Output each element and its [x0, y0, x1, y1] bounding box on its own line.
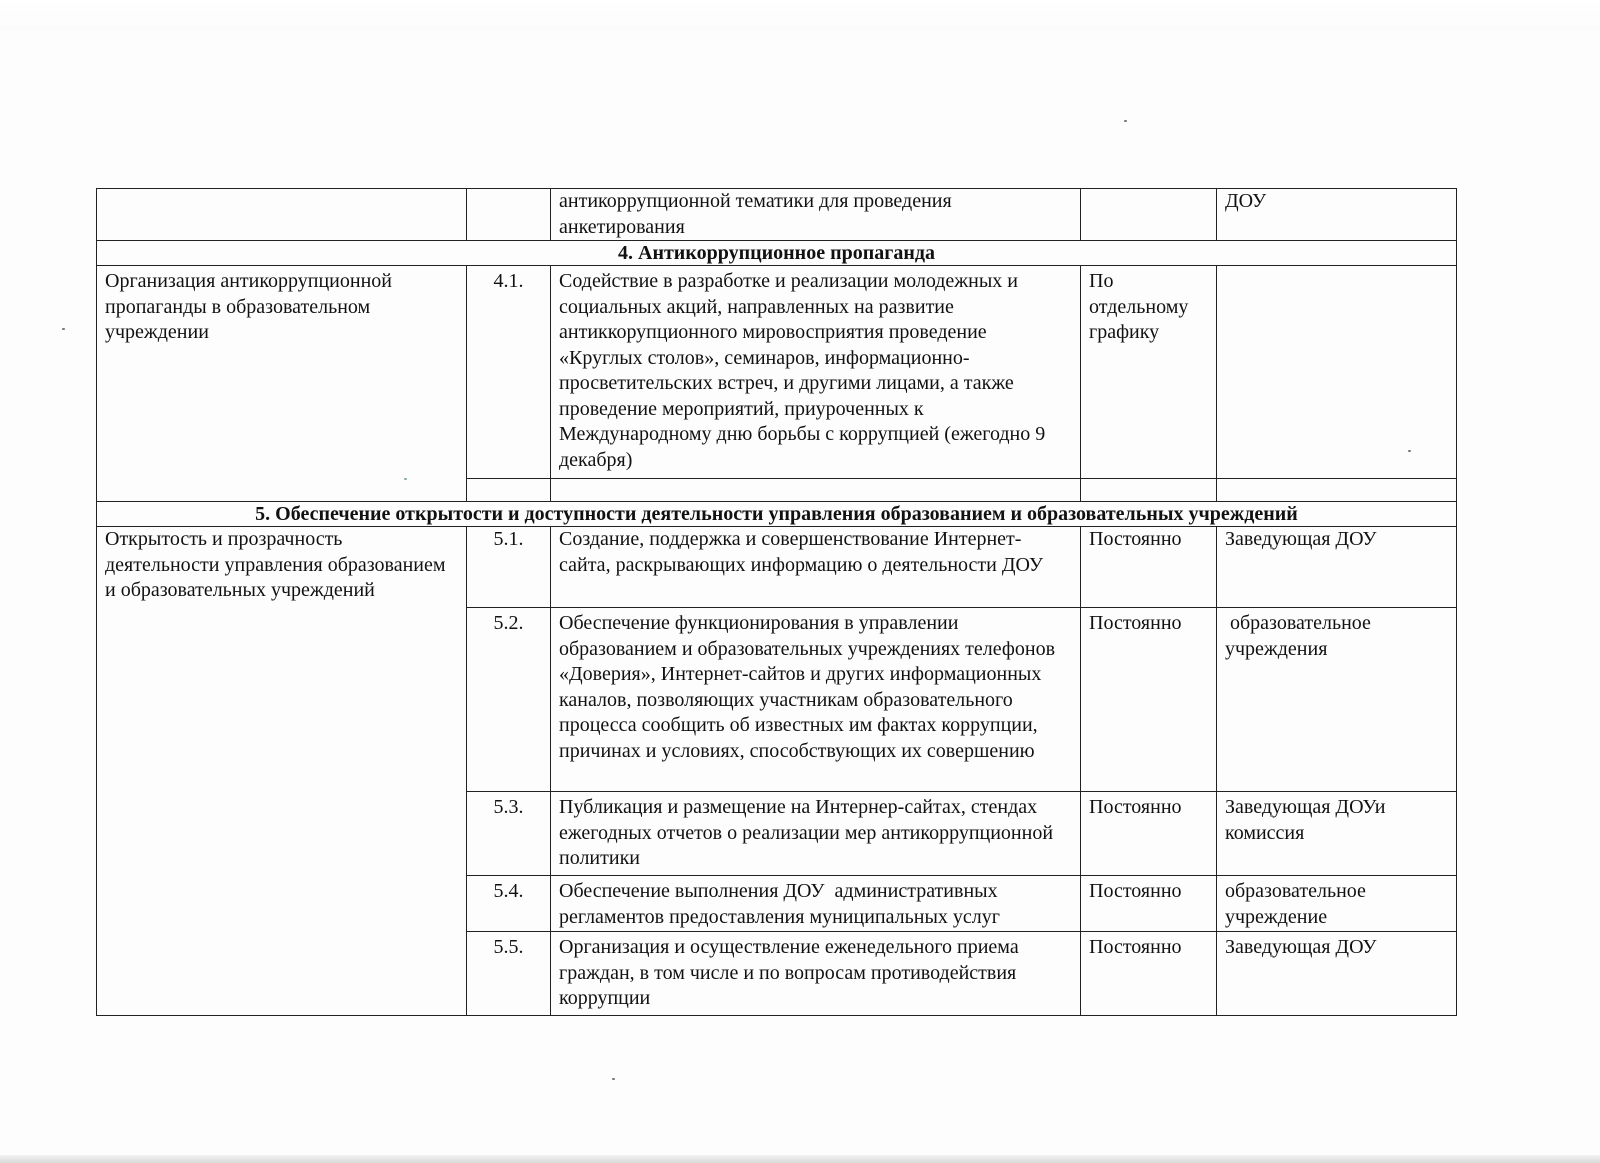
responsible-cell [1217, 479, 1457, 502]
table-row [97, 527, 1457, 608]
table-row [97, 266, 1457, 479]
section-5-title: 5. Обеспечение открытости и доступности деятельности управления образованием и образовательных учреждений [97, 502, 1457, 527]
activity-cell: Создание, поддержка и совершенствование Интернет-сайта, раскрывающих информацию о деятельности ДОУ [551, 527, 1081, 608]
number-cell: 5.4. [467, 876, 551, 932]
direction-cell: Организация антикоррупционной пропаганды в образовательном учреждении [97, 266, 467, 502]
activity-cell: Содействие в разработке и реализации молодежных и социальных акций, направленных на развитие антиккорупционного мировосприятия проведение «Круглых столов», семинаров, информационно-просветительских встреч, и другими лицами, а также проведение мероприятий, приуроченных к Международному дню борьбы с коррупцией (ежегодно 9 декабря) [551, 266, 1081, 479]
direction-cell [97, 189, 467, 241]
term-cell: Постоянно [1081, 527, 1217, 608]
number-cell: 5.3. [467, 792, 551, 876]
term-cell: Постоянно [1081, 792, 1217, 876]
anticorruption-plan-table [96, 188, 1457, 1016]
scan-bottom-edge [0, 1155, 1600, 1163]
responsible-cell: образовательное учреждения [1217, 608, 1457, 792]
activity-cell: Обеспечение функционирования в управлении образованием и образовательных учреждениях телефонов «Доверия», Интернет-сайтов и других информационных каналов, позволяющих участникам образовательного процесса сообщить об известных им фактах коррупции, причинах и условиях, способствующих их совершению [551, 608, 1081, 792]
section-4-title: 4. Антикоррупционное пропаганда [97, 241, 1457, 266]
activity-cell: Публикация и размещение на Интернер-сайтах, стендах ежегодных отчетов о реализации мер антикоррупционной политики [551, 792, 1081, 876]
activity-cell [551, 479, 1081, 502]
responsible-cell: Заведующая ДОУи комиссия [1217, 792, 1457, 876]
table-row [97, 189, 1457, 241]
term-cell: Постоянно [1081, 608, 1217, 792]
term-cell: Постоянно [1081, 876, 1217, 932]
activity-cell: Организация и осуществление еженедельного приема граждан, в том числе и по вопросам противодействия коррупции [551, 932, 1081, 1016]
direction-cell: Открытость и прозрачность деятельности управления образованием и образовательных учреждений [97, 527, 467, 1016]
number-cell [467, 479, 551, 502]
number-cell: 5.2. [467, 608, 551, 792]
responsible-cell: образовательное учреждение [1217, 876, 1457, 932]
scan-speck [62, 328, 65, 330]
scan-speck [612, 1078, 615, 1080]
term-cell: Постоянно [1081, 932, 1217, 1016]
responsible-cell: Заведующая ДОУ [1217, 527, 1457, 608]
term-cell [1081, 189, 1217, 241]
section-header-row [97, 241, 1457, 266]
term-cell: По отдельному графику [1081, 266, 1217, 479]
activity-cell: антикоррупционной тематики для проведения анкетирования [551, 189, 1081, 241]
number-cell: 5.5. [467, 932, 551, 1016]
term-cell [1081, 479, 1217, 502]
responsible-cell [1217, 266, 1457, 479]
responsible-cell: ДОУ [1217, 189, 1457, 241]
number-cell: 4.1. [467, 266, 551, 479]
number-cell: 5.1. [467, 527, 551, 608]
section-header-row [97, 502, 1457, 527]
scan-top-edge [0, 0, 1600, 30]
activity-cell: Обеспечение выполнения ДОУ административных регламентов предоставления муниципальных услуг [551, 876, 1081, 932]
scan-speck [1124, 120, 1127, 122]
responsible-cell: Заведующая ДОУ [1217, 932, 1457, 1016]
number-cell [467, 189, 551, 241]
